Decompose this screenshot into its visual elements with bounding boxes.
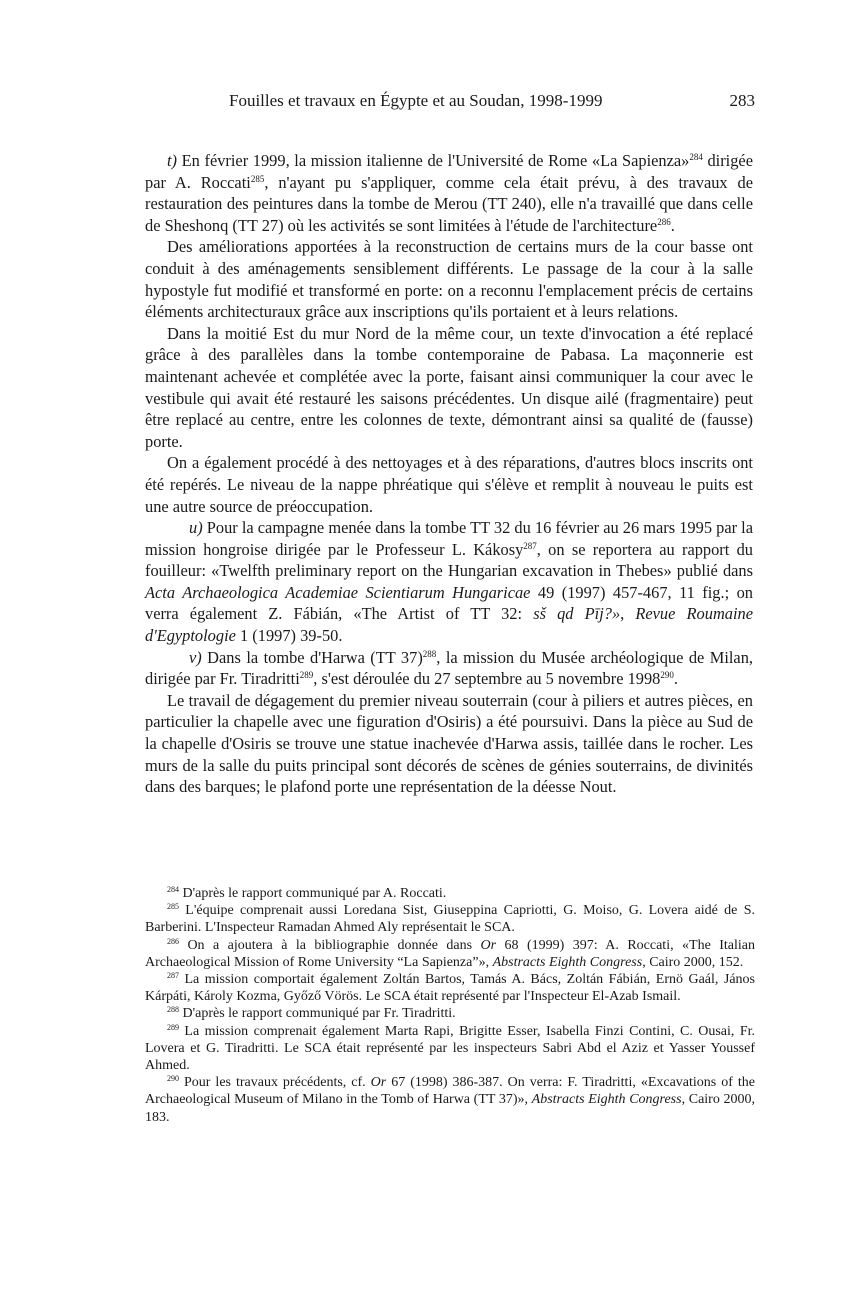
text-run: Dans la tombe d'Harwa (TT 37) bbox=[201, 647, 423, 667]
footnote-ref: 286 bbox=[657, 216, 671, 227]
text-run: dirigée par A. Roccati bbox=[145, 151, 753, 192]
footnote-number: 287 bbox=[167, 971, 179, 981]
footnote bbox=[145, 1023, 755, 1075]
footnote-ref: 288 bbox=[422, 648, 437, 659]
footnote-number: 284 bbox=[167, 885, 179, 894]
footnotes bbox=[145, 885, 755, 1126]
text-run: , s'est déroulée du 27 septembre au 5 novembre 1998 bbox=[313, 669, 661, 689]
footnote bbox=[145, 902, 755, 936]
journal-abbrev: Or bbox=[480, 937, 497, 953]
footnote-number: 288 bbox=[167, 1005, 179, 1015]
footnote-ref: 289 bbox=[299, 670, 314, 681]
text-run: , n'ayant pu s'appliquer, comme cela était prévu, à des travaux de restauration des peintures dans la tombe de Merou (TT 240), elle n'a travaillé que dans celle de Sheshonq (TT 27) où les activités se sont limitées à l'étude de l'architecture bbox=[145, 172, 754, 235]
text-run: , la mission du Musée archéologique de Milan, dirigée par Fr. Tiradritti bbox=[145, 647, 753, 689]
page-number: 283 bbox=[729, 91, 755, 110]
footnote bbox=[145, 1005, 755, 1022]
footnote-ref: 290 bbox=[660, 670, 674, 681]
book-title: Abstracts Eighth Congress bbox=[492, 954, 643, 970]
text-run: Pour la campagne menée dans la tombe TT 32 du 16 février au 26 mars 1995 par la mission hongroise dirigée par le Professeur L. Kákosy bbox=[145, 518, 753, 559]
paragraph: Dans la moitié Est du mur Nord de la même cour, un texte d'invocation a été replacé grâce à des parallèles dans la tombe contemporaine de Pabasa. La maçonnerie est maintenant achevée et complétée avec la porte, faisant ainsi communiquer la cour avec le vestibule qui avait été restauré les saisons précédentes. Un disque ailé (fragmentaire) peut être replacé au centre, entre les colonnes de texte, démontrant ainsi sa qualité de (fausse) porte. bbox=[145, 323, 753, 451]
body-text bbox=[145, 150, 753, 798]
text-run: . bbox=[670, 215, 675, 235]
section-marker: v) bbox=[189, 647, 202, 667]
running-title: Fouilles et travaux en Égypte et au Soudan, 1998-1999 bbox=[229, 91, 603, 110]
footnote bbox=[145, 1074, 755, 1126]
footnote-text: , Cairo 2000, 152. bbox=[642, 954, 744, 970]
journal-abbrev: Or bbox=[370, 1075, 387, 1091]
footnote-number: 286 bbox=[167, 936, 179, 946]
article-title: sš qd Pīj?» bbox=[533, 604, 621, 624]
footnote-text: L'équipe comprenait aussi Loredana Sist, Giuseppina Capriotti, G. Moiso, G. Lovera aidé de S. Barberini. L'Inspecteur Ramadan Ahmed Aly représentait le SCA. bbox=[145, 903, 755, 936]
paragraph: Le travail de dégagement du premier niveau souterrain (cour à piliers et autres pièces, en particulier la chapelle avec une figuration d'Osiris) a été poursuivi. Dans la pièce au Sud de la chapelle d'Osiris se trouve une statue inachevée d'Harwa assis, taillée dans le rocher. Les murs de la salle du puits principal sont décorés de scènes de génies souterrains, de divinités dans des barques; le plafond porte une représentation de la déesse Nout. bbox=[145, 690, 753, 797]
footnote-number: 285 bbox=[167, 902, 179, 912]
text-run: En février 1999, la mission italienne de l'Université de Rome «La Sapienza» bbox=[177, 151, 690, 170]
paragraph-v bbox=[145, 647, 753, 690]
footnote-ref: 287 bbox=[523, 540, 537, 551]
footnote-text: , Cairo 2000, 183. bbox=[145, 1092, 755, 1125]
footnote-text: La mission comprenait également Marta Rapi, Brigitte Esser, Isabella Finzi Contini, C. Ousai, Fr. Lovera et G. Tiradritti. Le SCA était représenté par les inspecteurs Sabri Abd el Aziz et Yasser Youssef Ahmed. bbox=[145, 1023, 755, 1074]
book-title: Abstracts Eighth Congress bbox=[531, 1092, 682, 1108]
footnote bbox=[145, 971, 755, 1005]
footnote-text: D'après le rapport communiqué par A. Roccati. bbox=[179, 886, 447, 901]
footnote-number: 290 bbox=[167, 1074, 179, 1084]
footnote-ref: 285 bbox=[250, 173, 265, 184]
journal-title: Acta Archaeologica Academiae Scientiarum Hungaricae bbox=[145, 582, 531, 602]
paragraph-u bbox=[145, 517, 753, 647]
footnote-number: 289 bbox=[167, 1022, 179, 1032]
footnote-ref: 284 bbox=[689, 152, 703, 162]
footnote-text: Pour les travaux précédents, cf. bbox=[179, 1075, 371, 1091]
text-run: . bbox=[673, 669, 678, 689]
text-run: 1 (1997) 39-50. bbox=[235, 626, 343, 646]
footnote-text: La mission comportait également Zoltán Bartos, Tamás A. Bács, Zoltán Fábián, Ernö Gaál, János Kárpáti, Károly Kozma, Győző Vörös. Le SCA était représenté par l'Inspecteur El-Azab Ismail. bbox=[145, 972, 755, 1005]
section-marker: t) bbox=[167, 151, 178, 170]
footnote bbox=[145, 937, 755, 971]
footnote-text: D'après le rapport communiqué par Fr. Tiradritti. bbox=[179, 1006, 456, 1022]
journal-title: Revue Roumaine d'Egyptologie bbox=[145, 604, 754, 646]
section-marker: u) bbox=[189, 518, 203, 538]
paragraph: Des améliorations apportées à la reconstruction de certains murs de la cour basse ont conduit à des aménagements sensiblement différents. Le passage de la cour à la salle hypostyle fut modifié et transformé en porte: on a reconnu l'emplacement précis de certains éléments architecturaux grâce aux inscriptions qu'ils portaient et à leurs relations. bbox=[145, 237, 753, 322]
text-run: 49 (1997) 457-467, 11 fig.; on verra également Z. Fábián, «The Artist of TT 32: bbox=[145, 582, 753, 624]
footnote bbox=[145, 885, 755, 902]
text-run: , on se reportera au rapport du fouilleur: «Twelfth preliminary report on the Hungarian excavation in Thebes» publié dans bbox=[145, 539, 753, 581]
text-run: , bbox=[620, 604, 636, 624]
footnote-text: 68 (1999) 397: A. Roccati, «The Italian Archaeological Mission of Rome University “La Sapienza”», bbox=[145, 937, 755, 970]
footnote-text: On a ajoutera à la bibliographie donnée dans bbox=[179, 937, 481, 953]
paragraph-t bbox=[145, 150, 753, 236]
paragraph: On a également procédé à des nettoyages et à des réparations, d'autres blocs inscrits ont été repérés. Le niveau de la nappe phréatique qui s'élève et remplit à nouveau le puits est une autre source de préoccupation. bbox=[145, 453, 753, 516]
footnote-text: 67 (1998) 386-387. On verra: F. Tiradritti, «Excavations of the Archaeological Museum of Milano in the Tomb of Harwa (TT 37)», bbox=[145, 1075, 755, 1108]
